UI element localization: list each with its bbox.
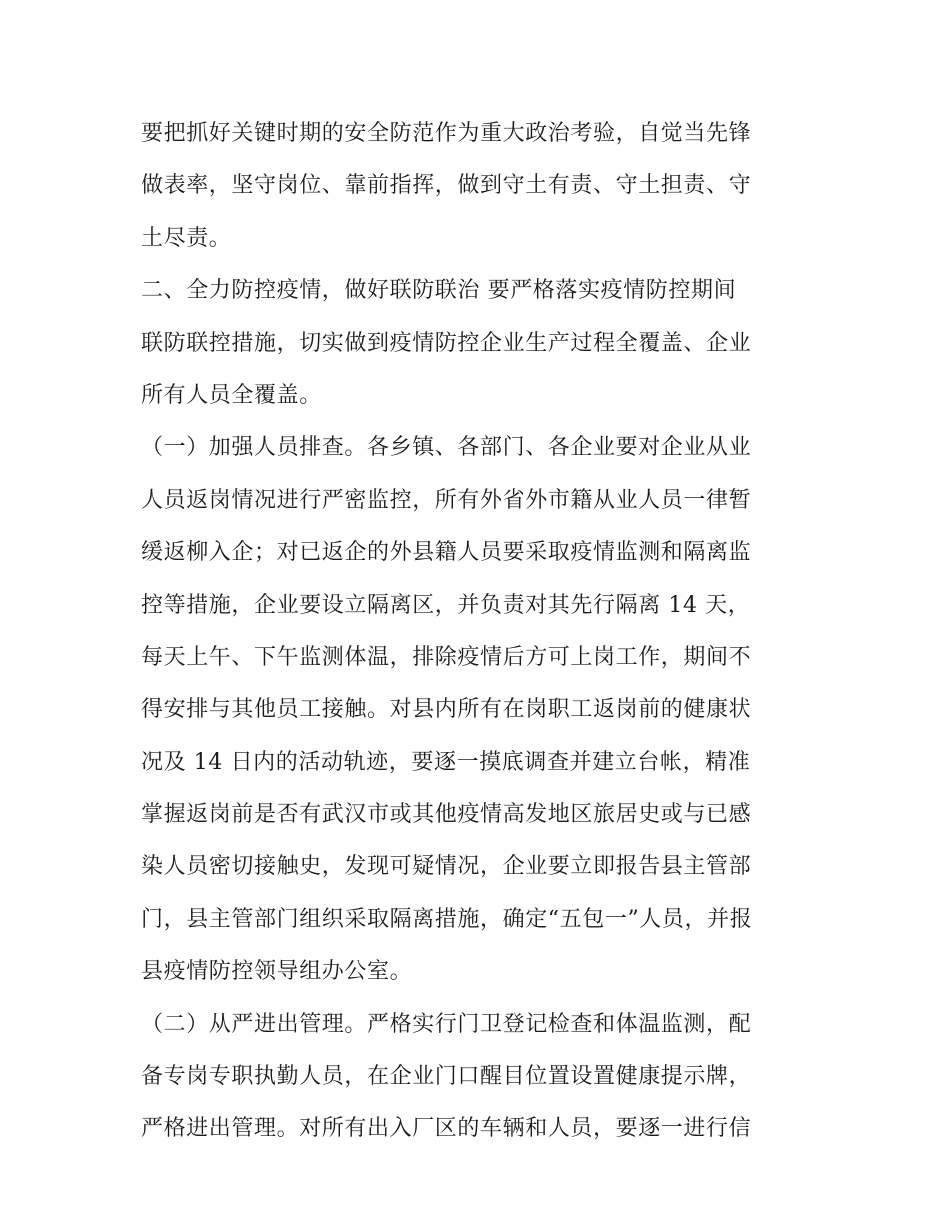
text-line: 县疫情防控领导组办公室。 (141, 959, 413, 985)
text-line: 做表率，坚守岗位、靠前指挥，做到守土有责、守土担责、守 (141, 173, 752, 199)
text-line: 每天上午、下午监测体温，排除疫情后方可上岗工作，期间不 (141, 644, 752, 670)
text-line: 得安排与其他员工接触。对县内所有在岗职工返岗前的健康状 (141, 697, 752, 723)
text-line: 门，县主管部门组织采取隔离措施，确定“五包一”人员，并报 (141, 906, 753, 932)
text-line: 缓返柳入企；对已返企的外县籍人员要采取疫情监测和隔离监 (141, 540, 752, 566)
text-line: 联防联控措施，切实做到疫情防控企业生产过程全覆盖、企业 (141, 330, 752, 356)
text-line: 要把抓好关键时期的安全防范作为重大政治考验，自觉当先锋 (141, 121, 752, 146)
text-line: 土尽责。 (141, 225, 232, 251)
section-heading-line: 二、全力防控疫情，做好联防联治 要严格落实疫情防控期间 (141, 278, 737, 304)
text-line: 控等措施，企业要设立隔离区，并负责对其先行隔离 14 天， (141, 592, 751, 618)
text-line: 掌握返岗前是否有武汉市或其他疫情高发地区旅居史或与已感 (141, 802, 752, 828)
text-line: 严格进出管理。对所有出入厂区的车辆和人员，要逐一进行信 (141, 1116, 752, 1142)
text-line: 染人员密切接触史，发现可疑情况，企业要立即报告县主管部 (141, 854, 752, 880)
text-line: 所有人员全覆盖。 (141, 382, 322, 408)
subsection-line: （二）从严进出管理。严格实行门卫登记检查和体温监测，配 (141, 1011, 752, 1037)
text-line: 况及 14 日内的活动轨迹，要逐一摸底调查并建立台帐，精准 (141, 749, 751, 775)
subsection-line: （一）加强人员排查。各乡镇、各部门、各企业要对企业从业 (141, 435, 752, 461)
text-line: 人员返岗情况进行严密监控，所有外省外市籍从业人员一律暂 (141, 487, 752, 513)
text-line: 备专岗专职执勤人员，在企业门口醒目位置设置健康提示牌， (141, 1064, 752, 1090)
body-text (141, 108, 821, 1156)
